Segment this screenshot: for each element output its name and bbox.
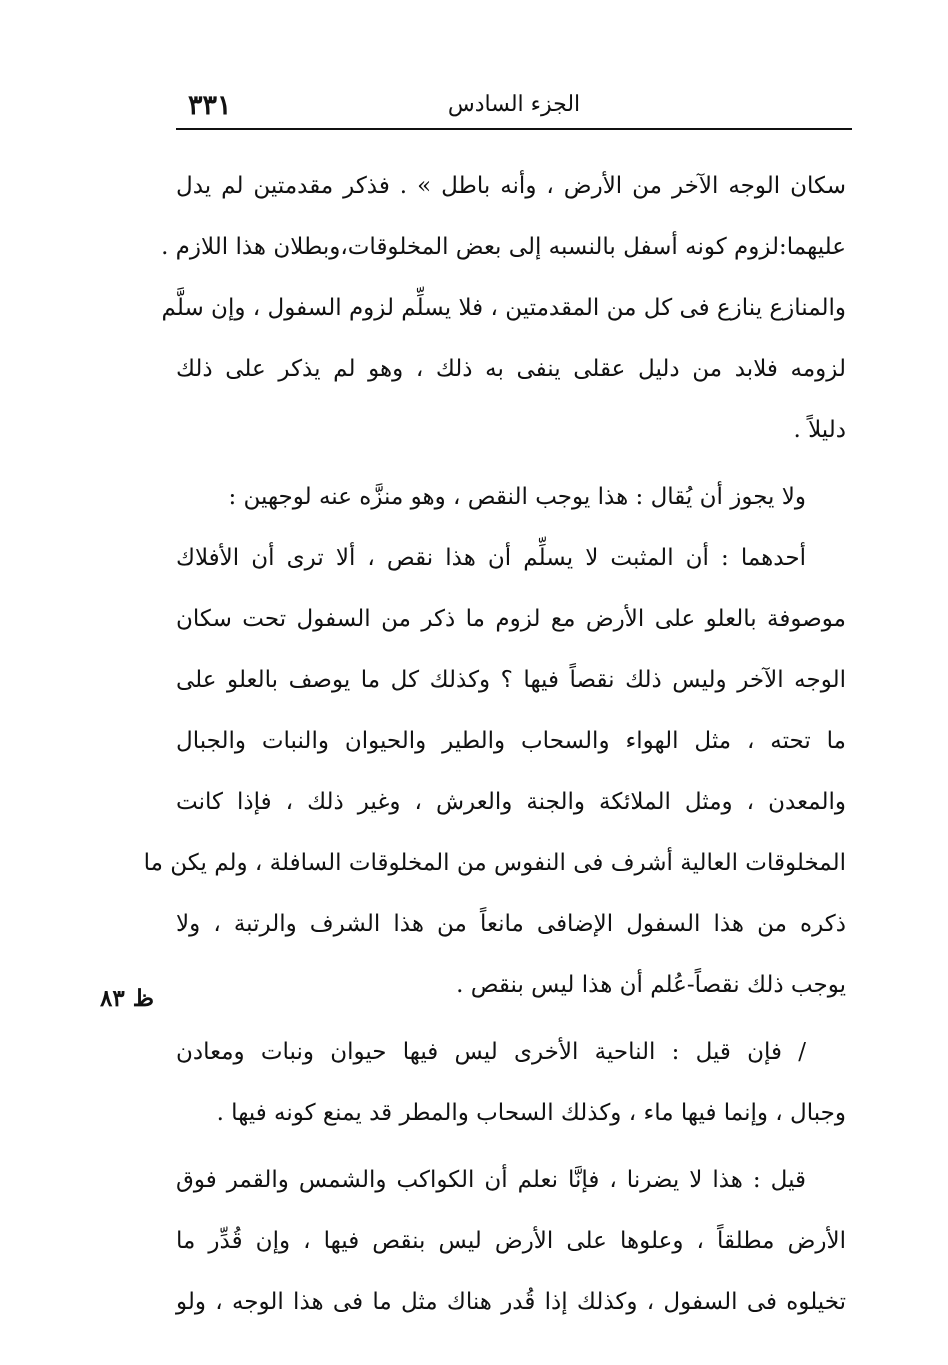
text-line: ذكره من هذا السفول الإضافى مانعاً من هذا الشرف والرتبة ، ولا (176, 911, 846, 937)
text-line: ولا يجوز أن يُقال : هذا يوجب النقص ، وهو منزَّه عنه لوجهين : (228, 484, 806, 510)
header-rule (176, 128, 852, 130)
text-line: أحدهما : أن المثبت لا يسلِّم أن هذا نقص ، ألا ترى أن الأفلاك (176, 545, 806, 571)
text-line: الوجه الآخر وليس ذلك نقصاً فيها ؟ وكذلك كل ما يوصف بالعلو على (176, 667, 846, 693)
running-title: الجزء السادس (447, 92, 581, 117)
text-line: تخيلوه فى السفول ، وكذلك إذا قُدر هناك مثل ما فى هذا الوجه ، ولو (176, 1289, 846, 1315)
text-line: لزومه فلابد من دليل عقلى ينفى به ذلك ، وهو لم يذكر على ذلك (176, 356, 846, 382)
text-line: موصوفة بالعلو على الأرض مع لزوم ما ذكر من السفول تحت سكان (176, 606, 846, 632)
body-text (143, 156, 846, 1333)
text-line: / فإن قيل : الناحية الأخرى ليس فيها حيوان ونبات ومعادن (176, 1039, 806, 1065)
text-line: يوجب ذلك نقصاً-عُلم أن هذا ليس بنقص . (456, 972, 846, 998)
text-line: والمنازع ينازع فى كل من المقدمتين ، فلا يسلِّم لزوم السفول ، وإن سلَّم (161, 295, 846, 321)
text-line: قيل : هذا لا يضرنا ، فإنَّا نعلم أن الكواكب والشمس والقمر فوق (176, 1167, 806, 1193)
page-number: ٣٣١ (188, 90, 232, 121)
margin-manuscript-marker: ظ ٨٣ (100, 985, 154, 1012)
paragraph (176, 1150, 846, 1333)
text-line: الأرض مطلقاً ، وعلوها على الأرض ليس بنقص فيها ، وإن قُدِّر ما (176, 1228, 846, 1254)
text-line: عليهما:لزوم كونه أسفل بالنسبه إلى بعض المخلوقات،وبطلان هذا اللازم . (161, 234, 846, 260)
paragraph (176, 1022, 846, 1144)
text-line: والمعدن ، ومثل الملائكة والجنة والعرش ، وغير ذلك ، فإذا كانت (176, 789, 846, 815)
paragraph (143, 528, 846, 1016)
paragraph (176, 467, 846, 528)
text-line: المخلوقات العالية أشرف فى النفوس من المخلوقات السافلة ، ولم يكن ما (143, 850, 846, 876)
text-line: سكان الوجه الآخر من الأرض ، وأنه باطل » . فذكر مقدمتين لم يدل (176, 173, 846, 199)
text-line: دليلاً . (793, 417, 846, 443)
text-line: وجبال ، وإنما فيها ماء ، وكذلك السحاب والمطر قد يمنع كونه فيها . (216, 1100, 846, 1126)
paragraph (161, 156, 846, 461)
text-line: ما تحته ، مثل الهواء والسحاب والطير والحيوان والنبات والجبال (176, 728, 846, 754)
page-header (176, 86, 852, 126)
